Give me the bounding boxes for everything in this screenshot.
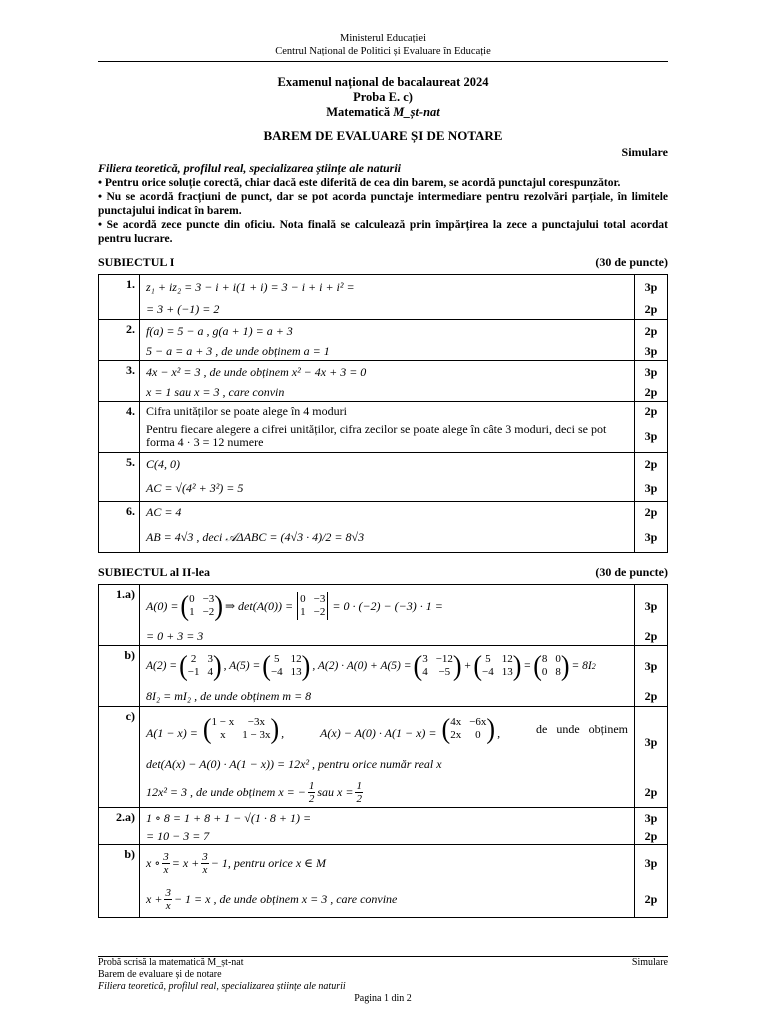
solution-line: x = 1 sau x = 3 , care convin (146, 384, 285, 399)
table-row (99, 361, 668, 402)
item-number: 4. (99, 402, 140, 453)
item-number: 3. (99, 361, 140, 402)
footer-simulare: Simulare (631, 957, 668, 968)
item-points: 3p 2p (635, 808, 668, 845)
header-divider (98, 61, 668, 62)
item-points: 3p 2p (635, 707, 668, 808)
proba-title: Proba E. c) (353, 90, 413, 104)
note-item: • Se acordă zece puncte din oficiu. Nota finală se calculează prin împărțirea la zece a punctajului total acordat pentru lucrare. (98, 219, 668, 245)
item-points: 2p 3p (635, 402, 668, 453)
subject-1-title: SUBIECTUL I (98, 255, 175, 269)
solution-line: AC = 4 (146, 504, 182, 519)
ministry-name: Ministerul Educației (339, 33, 427, 44)
item-points: 3p 2p (635, 585, 668, 646)
item-solution (140, 646, 635, 707)
solution-line: AC = √(4² + 3²) = 5 (146, 480, 244, 495)
solution-line: A(2) = ( 2 3 −1 4 ) , A(5) = ( 5 12 −4 13 ) , A(2) · A(0) + A(5) = ( 3 −12 4 −5 ) + ( 5 12 −4 13 ) = ( 8 0 0 8 ) = 8I 2 (146, 649, 596, 682)
barem-title: BAREM DE EVALUARE ȘI DE NOTARE (263, 128, 503, 143)
table-row (99, 707, 668, 808)
solution-line: A(0) = ( 0 −3 1 −2 ) ⇒ det(A(0)) = 0 −3 1 −2 = 0 · (−2) − (−3) · 1 = (146, 589, 443, 622)
item-number: 1. (99, 275, 140, 320)
table-row (99, 845, 668, 918)
center-name: Centrul Național de Politici și Evaluare în Educație (275, 46, 491, 57)
solution-line: x + $\frac{3}{x}$ − 1 = x , de unde obținem x = 3 , care convine (146, 886, 398, 912)
item-points: 3p 2p (635, 361, 668, 402)
solution-line: Pentru fiecare alegere a cifrei unităților, cifra zecilor se poate alege în câte 3 moduri, deci se pot forma 4 · 3 = 12 numere (146, 422, 607, 449)
solution-line: 1 ∘ 8 = 1 + 8 + 1 − √(1 · 8 + 1) = (146, 810, 312, 825)
solution-line: f(a) = 5 − a , g(a + 1) = a + 3 (146, 323, 293, 338)
item-number: b) (99, 845, 140, 918)
item-solution (140, 808, 635, 845)
subject-2-table (98, 584, 668, 918)
item-solution (140, 585, 635, 646)
table-row (99, 402, 668, 453)
exam-title: Examenul național de bacalaureat 2024 (277, 75, 489, 89)
item-solution (140, 845, 635, 918)
item-number: 2. (99, 320, 140, 361)
item-number: 1.a) (99, 585, 140, 646)
subject-title: Matematică M_șt-nat (326, 105, 440, 119)
solution-line: 5 − a = a + 3 , de unde obținem a = 1 (146, 343, 330, 358)
item-number: c) (99, 707, 140, 808)
item-solution (140, 320, 635, 361)
item-points: 3p 2p (635, 275, 668, 320)
page-footer (98, 956, 668, 1005)
item-points: 2p 3p (635, 320, 668, 361)
page-header (98, 0, 668, 58)
footer-filiera: Filiera teoretică, profilul real, specializarea științe ale naturii (98, 981, 346, 992)
document-page (98, 0, 668, 918)
solution-line: Cifra unităților se poate alege în 4 moduri (146, 403, 347, 418)
subject-1-header (98, 255, 668, 270)
table-row (99, 275, 668, 320)
item-points: 2p 3p (635, 502, 668, 553)
solution-line: det(A(x) − A(0) · A(1 − x)) = 12x² , pentru orice număr real x (146, 756, 442, 771)
solution-line: 4x − x² = 3 , de unde obținem x² − 4x + 3 = 0 (146, 364, 367, 379)
solution-line: = 10 − 3 = 7 (146, 828, 210, 843)
item-solution (140, 453, 635, 502)
solution-line: 12x² = 3 , de unde obținem x = − $\frac{1}{2}$ sau x = $\frac{1}{2}$ (146, 779, 362, 805)
solution-line: = 3 + (−1) = 2 (146, 301, 220, 316)
subject-2-header (98, 565, 668, 580)
note-item: • Pentru orice soluție corectă, chiar dacă este diferită de cea din barem, se acordă punctajul corespunzător. (98, 177, 621, 189)
footer-exam: Probă scrisă la matematică M_șt-nat (98, 957, 244, 968)
subject-1-points: (30 de puncte) (595, 255, 668, 269)
table-row (99, 646, 668, 707)
simulare-label: Simulare (621, 145, 668, 159)
item-number: b) (99, 646, 140, 707)
table-row (99, 502, 668, 553)
table-row (99, 320, 668, 361)
item-number: 5. (99, 453, 140, 502)
solution-line: = 0 + 3 = 3 (146, 628, 204, 643)
notes-list (98, 176, 668, 246)
solution-line: A(1 − x) = ( 1 − x −3x x 1 − 3x ) , A(x) − A(0) · A(1 − x) = ( 4x −6x 2x 0 ) , de unde obținem (146, 712, 628, 745)
solution-line: 8I₂ = mI₂ , de unde obținem m = 8 (146, 688, 312, 703)
table-row (99, 585, 668, 646)
note-item: • Nu se acordă fracțiuni de punct, dar se pot acorda punctaje intermediare pentru rezolvări parțiale, în limitele punctajului indicat în barem. (98, 191, 668, 217)
solution-line: C(4, 0) (146, 456, 180, 471)
footer-barem: Barem de evaluare și de notare (98, 969, 222, 980)
item-solution (140, 502, 635, 553)
table-row (99, 808, 668, 845)
item-solution (140, 402, 635, 453)
item-points: 2p 3p (635, 453, 668, 502)
solution-line: AB = 4√3 , deci 𝒜ΔABC = (4√3 · 4)/2 = 8√3 (146, 529, 365, 544)
item-number: 6. (99, 502, 140, 553)
exam-titles (98, 75, 668, 143)
item-solution (140, 361, 635, 402)
item-number: 2.a) (99, 808, 140, 845)
subject-1-table (98, 274, 668, 553)
item-points: 3p 2p (635, 845, 668, 918)
table-row (99, 453, 668, 502)
subject-2-points: (30 de puncte) (595, 565, 668, 579)
item-points: 3p 2p (635, 646, 668, 707)
solution-line: z₁ + iz₂ = 3 − i + i(1 + i) = 3 − i + i + i² = (146, 279, 355, 294)
subject-2-title: SUBIECTUL al II-lea (98, 565, 211, 579)
solution-line: x ∘ $\frac{3}{x}$ = x + $\frac{3}{x}$ − 1 , pentru orice x ∈ M (146, 850, 327, 876)
item-solution (140, 275, 635, 320)
page-number: Pagina 1 din 2 (354, 993, 412, 1004)
item-solution (140, 707, 635, 808)
filiera-text: Filiera teoretică, profilul real, specializarea științe ale naturii (98, 161, 401, 175)
